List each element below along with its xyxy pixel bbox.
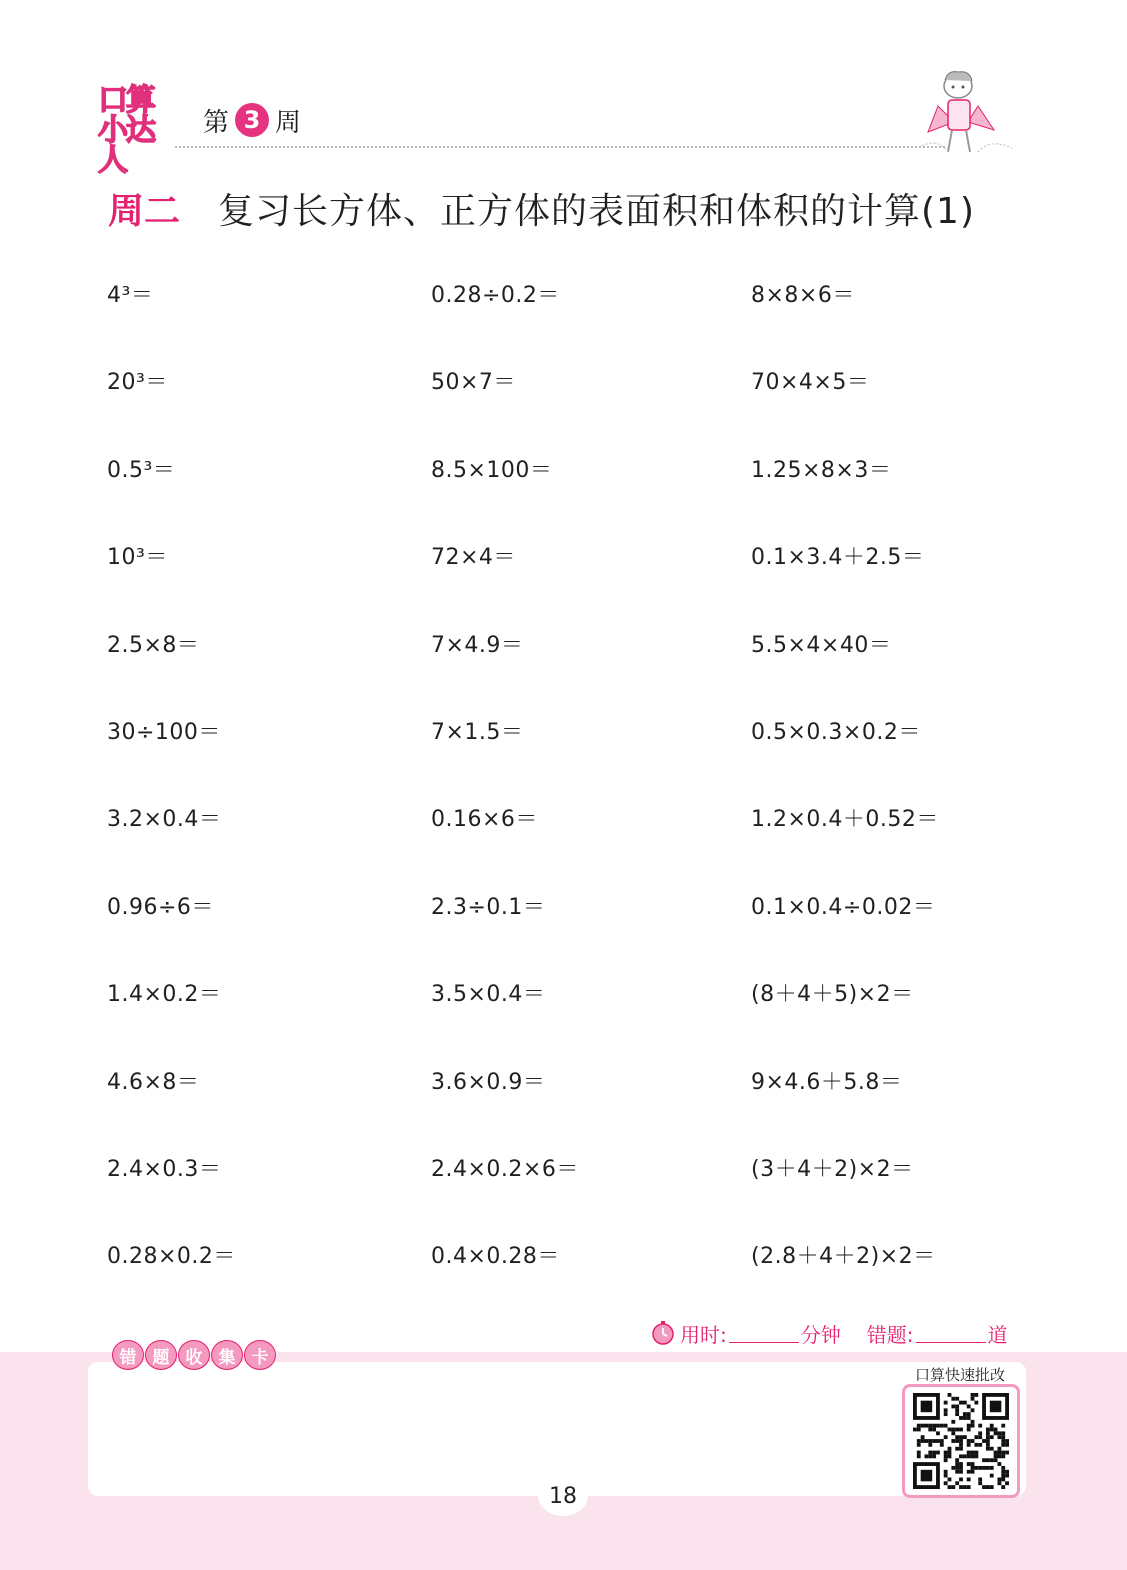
problem-item: 3.2×0.4＝ [107,807,222,832]
problem-item: 0.1×0.4÷0.02＝ [751,895,936,920]
problem-item: 7×4.9＝ [431,633,524,658]
tag-char: 收 [178,1340,210,1370]
problem-item: 0.5×0.3×0.2＝ [751,720,921,745]
problem-item: 10³＝ [107,545,168,570]
problem-item: 1.25×8×3＝ [751,458,892,483]
mascot-illustration [918,66,1018,162]
time-label: 用时: [680,1322,727,1347]
logo-line-1: 口算 [98,83,154,118]
timer-line [650,1318,1008,1348]
problem-item: 72×4＝ [431,545,516,570]
problem-item: 5.5×4×40＝ [751,633,892,658]
header-divider [175,146,945,148]
logo [94,83,180,178]
tag-char: 错 [112,1340,144,1370]
tag-char: 集 [211,1340,243,1370]
problem-item: 30÷100＝ [107,720,221,745]
problem-item: 0.1×3.4＋2.5＝ [751,545,925,570]
problem-item: 0.28÷0.2＝ [431,283,560,308]
problem-item: 8.5×100＝ [431,458,553,483]
stopwatch-icon [650,1320,676,1346]
qr-frame [902,1384,1020,1498]
week-prefix: 第 [203,107,230,138]
mistake-card-tag [112,1340,276,1370]
problem-item: 0.5³＝ [107,458,176,483]
problem-item: 50×7＝ [431,370,516,395]
problem-item: 1.4×0.2＝ [107,982,222,1007]
week-label [203,100,301,140]
problem-item: 2.4×0.2×6＝ [431,1157,579,1182]
problem-item: 0.16×6＝ [431,807,538,832]
problem-item: 20³＝ [107,370,168,395]
tag-char: 题 [145,1340,177,1370]
problem-item: 0.4×0.28＝ [431,1244,560,1269]
problem-item: 2.4×0.3＝ [107,1157,222,1182]
error-blank[interactable] [916,1324,986,1343]
qr-block [898,1362,1022,1496]
problem-item: (3＋4＋2)×2＝ [751,1157,914,1182]
problem-item: 8×8×6＝ [751,283,855,308]
problem-item: 1.2×0.4＋0.52＝ [751,807,939,832]
problem-item: 2.3÷0.1＝ [431,895,546,920]
week-suffix: 周 [275,107,302,138]
problem-item: 9×4.6＋5.8＝ [751,1070,903,1095]
week-number-badge: 3 [235,103,269,137]
page-number: 18 [538,1476,588,1516]
title-day: 周二 [108,190,181,232]
tag-char: 卡 [244,1340,276,1370]
problem-item: 0.96÷6＝ [107,895,214,920]
error-unit: 道 [987,1322,1008,1347]
error-label: 错题: [866,1322,914,1347]
problem-item: (2.8＋4＋2)×2＝ [751,1244,936,1269]
problem-item: 3.6×0.9＝ [431,1070,546,1095]
time-blank[interactable] [729,1324,799,1343]
problem-item: 4.6×8＝ [107,1070,200,1095]
title-text: 复习长方体、正方体的表面积和体积的计算(1) [218,190,976,232]
problem-item: 70×4×5＝ [751,370,870,395]
logo-line-2: 小达人 [98,113,154,178]
problem-item: 0.28×0.2＝ [107,1244,236,1269]
qr-label: 口算快速批改 [914,1366,1005,1384]
time-unit: 分钟 [800,1322,841,1347]
problem-item: 7×1.5＝ [431,720,524,745]
problem-item: 2.5×8＝ [107,633,200,658]
problem-item: (8＋4＋5)×2＝ [751,982,914,1007]
problem-item: 3.5×0.4＝ [431,982,546,1007]
problem-item: 4³＝ [107,283,154,308]
qr-code-icon[interactable] [911,1393,1011,1489]
page-title [108,183,975,233]
